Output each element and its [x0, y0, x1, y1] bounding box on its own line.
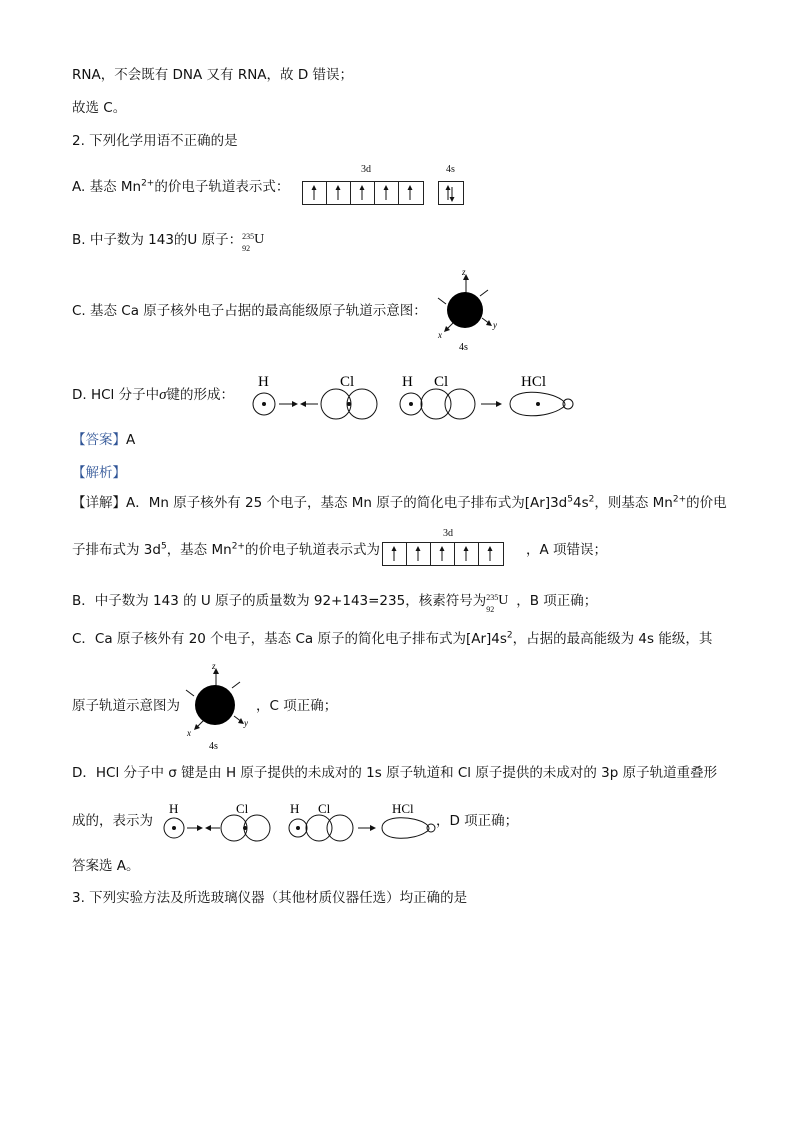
p-lobe [445, 389, 475, 419]
electron-dot [243, 826, 247, 830]
arrow-tip [450, 197, 455, 202]
spin-up-arrow [374, 182, 398, 204]
hcl-label: HCl [392, 801, 414, 816]
cl-label: Cl [236, 801, 249, 816]
detail-text: A．Mn 原子核外有 25 个电子，基态 Mn 原子的简化电子排布式为[Ar]3d [126, 495, 568, 511]
axis-stub [232, 682, 240, 688]
electron-dot [347, 402, 351, 406]
arrow-tip [360, 185, 365, 190]
option-c: C. 基态 Ca 原子核外电子占据的最高能级原子轨道示意图： [72, 303, 427, 319]
s-orbital-sphere-figure [432, 266, 502, 354]
spin-up-arrow [326, 182, 350, 204]
spin-up-arrow [350, 182, 374, 204]
sigma-bond-figure [248, 370, 583, 422]
hcl-sigma-orbital [382, 818, 429, 839]
orbital-cell [327, 182, 351, 204]
level-label: 4s [209, 741, 218, 752]
hcl-label: HCl [521, 374, 547, 390]
orbital-cell [383, 543, 407, 565]
arrow-head [197, 825, 203, 831]
x-label: x [187, 728, 191, 738]
arrow-tip [464, 546, 469, 551]
electron-dot [172, 826, 176, 830]
arrow-head [292, 401, 298, 407]
analysis-tag: 【解析】 [72, 465, 126, 481]
arrow-tip [312, 185, 317, 190]
detail-text: 4s [573, 495, 589, 511]
cl-label-2: Cl [318, 801, 331, 816]
arrow-tip [408, 185, 413, 190]
element-symbol: U [498, 593, 509, 608]
option-d [72, 386, 234, 404]
arrow-head [205, 825, 211, 831]
y-label: y [493, 320, 497, 330]
detail-text: 的价电子轨道表示式为 [244, 542, 380, 558]
sup: 2 [506, 630, 513, 641]
h-label-2: H [402, 374, 413, 390]
question-2: 2. 下列化学用语不正确的是 [72, 133, 238, 149]
p-lobe [306, 815, 332, 841]
spin-up-arrow [398, 182, 422, 204]
text-line: RNA，不会既有 DNA 又有 RNA，故 D 错误； [72, 67, 354, 83]
x-label: x [438, 330, 442, 340]
electron-dot [296, 826, 300, 830]
arrow-tip [392, 546, 397, 551]
nuclide-symbol [242, 231, 272, 253]
atomic-number: 92 [486, 605, 495, 614]
detail-b [72, 592, 598, 614]
paired-electron-arrows [438, 182, 462, 204]
orbital-cell [351, 182, 375, 204]
axis-stub [186, 690, 194, 696]
h-label: H [169, 801, 179, 816]
spin-up-arrow [478, 543, 502, 565]
sup: 2 [588, 494, 595, 505]
detail-d-line2: 成的，表示为 [72, 813, 153, 829]
sup: 5 [567, 494, 573, 505]
arrow-tip [440, 546, 445, 551]
option-b [72, 231, 272, 253]
orbital-cell [431, 543, 455, 565]
detail-tag: 【详解】 [72, 495, 126, 511]
detail-c-end: ，C 项正确； [256, 698, 338, 714]
option-a-text2: 的价电子轨道表示式： [154, 179, 290, 195]
orbital-label-3d: 3d [361, 164, 371, 175]
detail-text: C．Ca 原子核外有 20 个电子，基态 Ca 原子的简化电子排布式为[Ar]4s [72, 631, 507, 647]
cl-label-2: Cl [434, 374, 449, 390]
orbital-cell [439, 182, 463, 204]
arrow-tip [336, 185, 341, 190]
s-orbital-sphere [447, 292, 483, 328]
element-symbol: U [254, 232, 265, 247]
y-arrow [486, 320, 492, 326]
orbital-label-3d: 3d [443, 528, 453, 539]
detail-text: ，占据的最高能级为 4s 能级，其 [512, 631, 713, 647]
option-d-text2: 键的形成： [166, 387, 235, 403]
detail-text: 的价电 [686, 495, 727, 511]
spin-up-arrow [430, 543, 454, 565]
y-label: y [244, 718, 248, 728]
atomic-number: 92 [242, 244, 251, 253]
spin-up-arrow [302, 182, 326, 204]
question-3: 3. 下列实验方法及所选玻璃仪器（其他材质仪器任选）均正确的是 [72, 890, 468, 906]
arrow-tip [416, 546, 421, 551]
h-label-2: H [290, 801, 300, 816]
detail-text: ，基态 Mn [166, 542, 232, 558]
electron-dot [409, 402, 413, 406]
arrow-head [300, 401, 306, 407]
charge-sup: 2+ [141, 178, 155, 189]
arrow-head [370, 825, 376, 831]
p-lobe [244, 815, 270, 841]
spin-up-arrow [406, 543, 430, 565]
axis-stub [480, 290, 488, 296]
orbital-cell [399, 182, 423, 204]
detail-text: B．中子数为 143 的 U 原子的质量数为 92+143=235，核素符号为 [72, 593, 487, 609]
s-orbital-sphere-figure-2 [182, 660, 252, 752]
detail-c-line2: 原子轨道示意图为 [72, 698, 180, 714]
z-label: z [212, 661, 216, 671]
sup: 2+ [672, 494, 687, 505]
orbital-cell [375, 182, 399, 204]
sup: 2+ [231, 541, 245, 552]
arrow-head [496, 401, 502, 407]
axis-stub [438, 298, 446, 304]
s-orbital-sphere [195, 685, 235, 725]
electron-dot [536, 402, 540, 406]
detail-c-line1 [72, 630, 712, 648]
sigma-symbol: σ [159, 387, 167, 403]
electron-dot [262, 402, 266, 406]
level-label: 4s [459, 342, 468, 353]
orbital-cell [455, 543, 479, 565]
arrow-tip [384, 185, 389, 190]
option-b-text: B. 中子数为 143的U 原子： [72, 232, 243, 248]
orbital-box-3d-detail [382, 542, 504, 566]
option-a-text: A. 基态 Mn [72, 179, 142, 195]
option-d-text: D. HCl 分子中 [72, 387, 160, 403]
arrow-tip [446, 185, 451, 190]
orbital-cell [479, 543, 503, 565]
z-label: z [462, 267, 466, 277]
orbital-label-4s: 4s [446, 164, 455, 175]
detail-d-end: ，D 项正确； [436, 813, 519, 829]
p-lobe [421, 389, 451, 419]
detail-a-end: ，A 项错误； [526, 542, 608, 558]
detail-a-line1 [72, 494, 727, 512]
sup: 5 [160, 541, 167, 552]
answer-line [72, 431, 135, 449]
answer-tag: 【答案】 [72, 432, 126, 448]
mass-number: 235 [486, 593, 499, 602]
mass-number: 235 [242, 232, 255, 241]
p-lobe [327, 815, 353, 841]
nuclide-symbol [486, 592, 516, 614]
detail-text: 子排布式为 3d [72, 542, 161, 558]
orbital-box-4s [438, 181, 464, 205]
detail-text: ，B 项正确； [516, 593, 598, 609]
spin-up-arrow [382, 543, 406, 565]
small-lobe [427, 824, 435, 832]
text-line: 故选 C。 [72, 100, 127, 116]
detail-d-line1: D．HCl 分子中 σ 键是由 H 原子提供的未成对的 1s 原子轨道和 Cl 原子提供的未成对的 3p 原子轨道重叠形 [72, 765, 718, 781]
orbital-cell [303, 182, 327, 204]
option-a [72, 178, 289, 196]
final-answer: 答案选 A。 [72, 858, 140, 874]
answer-value: A [126, 432, 136, 448]
cl-label: Cl [340, 374, 355, 390]
detail-text: ，则基态 Mn [594, 495, 673, 511]
orbital-box-3d [302, 181, 424, 205]
spin-up-arrow [454, 543, 478, 565]
detail-a-line2 [72, 541, 380, 559]
orbital-cell [407, 543, 431, 565]
arrow-tip [488, 546, 493, 551]
sigma-bond-figure-2 [160, 798, 442, 844]
h-label: H [258, 374, 269, 390]
